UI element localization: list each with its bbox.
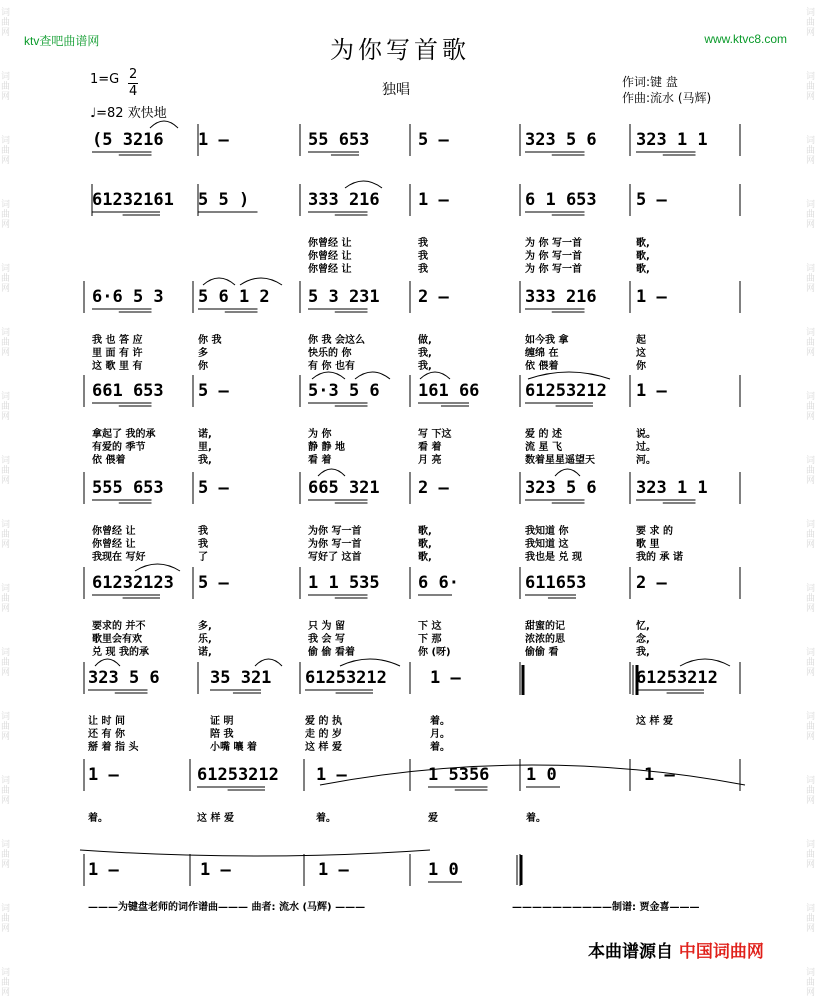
watermark-text: 词曲网: [1, 392, 11, 422]
measure-notes: 2 –: [636, 573, 667, 593]
measure-notes: 1 1 535: [308, 573, 380, 593]
slur: [355, 372, 390, 379]
lyric-text: 起: [636, 335, 646, 346]
measure-notes: 333 216: [308, 190, 380, 210]
lyric-text: 我: [418, 264, 428, 275]
lyric-text: 你曾经 让: [92, 539, 136, 550]
measure-notes: 323 5 6: [88, 668, 160, 688]
lyric-text: 乐,: [198, 634, 212, 645]
lyric-text: 要求的 并不: [92, 621, 146, 632]
lyric-text: 我: [198, 539, 208, 550]
lyric-text: 我,: [198, 455, 212, 466]
footer-credits: ———为键盘老师的词作谱曲——— 曲者: 流水 (马辉) ———: [88, 902, 366, 913]
measure-notes: 323 5 6: [525, 130, 597, 150]
lyric-text: 过。: [636, 442, 656, 453]
measure-notes: 611653: [525, 573, 587, 593]
lyric-text: 缠绵 在: [525, 348, 559, 359]
lyric-text: 你: [198, 361, 208, 372]
measure-notes: 5 6 1 2: [198, 287, 270, 307]
lyric-text: 写好了 这首: [308, 552, 362, 563]
time-signature-bottom: 4: [129, 84, 138, 99]
measure-notes: 665 321: [308, 478, 380, 498]
slur: [318, 469, 345, 476]
lyric-text: 爱 的 述: [525, 429, 562, 440]
lyric-text: 我 会 写: [308, 634, 345, 645]
lyric-text: 你曾经 让: [308, 251, 352, 262]
measure-notes: 1 –: [430, 668, 461, 688]
measure-notes: 323 1 1: [636, 130, 708, 150]
watermark-text: 词曲网: [806, 136, 816, 166]
lyric-text: 有 你 也有: [308, 361, 355, 372]
lyric-text: 诺,: [198, 429, 212, 440]
slur: [555, 469, 580, 476]
lyric-text: 为 你 写一首: [525, 251, 582, 262]
lyric-text: 数着星星遥望天: [525, 455, 595, 466]
lyric-text: 有爱的 季节: [92, 442, 146, 453]
site-url-right[interactable]: www.ktvc8.com: [704, 32, 787, 46]
watermark-text: 词曲网: [1, 136, 11, 166]
slur: [240, 278, 282, 285]
lyric-text: 我也是 兑 现: [525, 552, 582, 563]
source-note: [588, 937, 764, 962]
measure-notes: 1 0: [428, 860, 459, 880]
lyric-text: 说。: [636, 429, 656, 440]
lyric-text: 我: [418, 251, 428, 262]
measure-notes: 5 –: [198, 573, 229, 593]
lyric-text: 走 的 岁: [305, 729, 342, 740]
lyric-text: 小嘴 嚷 着: [210, 742, 257, 753]
lyric-text: 依 偎着: [525, 361, 559, 372]
lyric-text: 证 明: [210, 716, 234, 727]
measure-notes: 6 1 653: [525, 190, 597, 210]
measure-notes: 5 3 231: [308, 287, 380, 307]
lyric-text: 只 为 留: [308, 621, 345, 632]
watermark-text: 词曲网: [1, 648, 11, 678]
lyric-text: 我: [418, 238, 428, 249]
lyric-text: 快乐的 你: [308, 348, 352, 359]
tie: [320, 765, 745, 785]
slur: [340, 659, 400, 666]
lyric-text: 着。: [430, 742, 450, 753]
tie: [80, 850, 430, 856]
lyric-text: 让 时 间: [88, 716, 125, 727]
lyric-text: 河。: [636, 455, 656, 466]
lyric-text: 歌,: [636, 238, 650, 249]
lyric-text: 忆,: [636, 621, 650, 632]
lyric-text: 念,: [636, 634, 650, 645]
slur: [95, 659, 120, 666]
lyric-text: 你曾经 让: [308, 238, 352, 249]
watermark-text: 词曲网: [806, 840, 816, 870]
measure-notes: 161 66: [418, 381, 480, 401]
lyric-text: 里,: [198, 442, 212, 453]
watermark-text: 词曲网: [1, 904, 11, 934]
lyric-text: 歌 里: [636, 539, 660, 550]
watermark-text: 词曲网: [1, 840, 11, 870]
watermark-text: 词曲网: [806, 520, 816, 550]
lyric-text: 这 样 爱: [197, 813, 234, 824]
song-title: 为你写首歌: [330, 36, 470, 64]
watermark-text: 词曲网: [1, 776, 11, 806]
lyric-text: 浓浓的思: [525, 634, 565, 645]
lyric-text: 偷 偷 看着: [308, 647, 355, 658]
lyric-text: 着。: [88, 813, 108, 824]
watermark-text: 词曲网: [806, 456, 816, 486]
watermark-text: 词曲网: [806, 904, 816, 934]
measure-notes: 1 –: [88, 860, 119, 880]
measure-notes: 5 –: [198, 381, 229, 401]
measure-notes: 323 1 1: [636, 478, 708, 498]
measure-notes: 35 321: [210, 668, 272, 688]
measure-notes: 1 –: [636, 287, 667, 307]
lyric-text: 歌里会有欢: [92, 634, 142, 645]
lyric-text: 陪 我: [210, 729, 234, 740]
slur: [528, 372, 610, 379]
lyric-text: 歌,: [636, 251, 650, 262]
slur: [135, 564, 180, 571]
lyric-text: 写 下这: [418, 429, 452, 440]
measure-notes: 61253212: [525, 381, 607, 401]
lyric-text: 月。: [430, 729, 450, 740]
lyric-text: 做,: [418, 335, 432, 346]
slur: [255, 659, 282, 666]
lyricist-credit: 作词:键 盘: [622, 75, 678, 89]
lyric-text: 着。: [316, 813, 336, 824]
lyric-text: 了: [198, 552, 208, 563]
quarter-note-icon: ♩: [90, 106, 97, 121]
lyric-text: 歌,: [418, 526, 432, 537]
lyric-text: 我,: [418, 361, 432, 372]
lyric-text: 诺,: [198, 647, 212, 658]
measure-notes: 1 –: [200, 860, 231, 880]
measure-notes: 333 216: [525, 287, 597, 307]
lyric-text: 我,: [418, 348, 432, 359]
lyric-text: 你曾经 让: [92, 526, 136, 537]
measure-notes: 5 5 ): [198, 190, 250, 210]
lyric-text: 为你 写一首: [308, 539, 362, 550]
watermark-text: 词曲网: [806, 328, 816, 358]
lyric-text: 如今我 拿: [525, 335, 569, 346]
lyric-text: 你 (呀): [418, 647, 451, 658]
lyric-text: 爱: [428, 813, 438, 824]
lyric-text: 这: [636, 348, 646, 359]
tempo-text: =82 欢快地: [96, 106, 167, 121]
lyric-text: 着。: [526, 813, 546, 824]
lyric-text: 静 静 地: [308, 442, 345, 453]
lyric-text: 月 亮: [418, 455, 442, 466]
performance-type: 独唱: [382, 82, 410, 98]
measure-notes: 661 653: [92, 381, 164, 401]
lyric-text: 歌,: [418, 539, 432, 550]
watermark-text: 词曲网: [806, 72, 816, 102]
watermark-text: 词曲网: [1, 968, 11, 998]
source-site-link[interactable]: 中国词曲网: [678, 942, 764, 962]
lyric-text: 多,: [198, 621, 212, 632]
measure-notes: 1 –: [636, 381, 667, 401]
lyric-text: 这 歌 里 有: [92, 361, 143, 372]
lyric-text: 为 你 写一首: [525, 264, 582, 275]
measure-notes: 55 653: [308, 130, 370, 150]
lyric-text: 看 着: [308, 455, 332, 466]
measure-notes: 6·6 5 3: [92, 287, 164, 307]
watermark-text: 词曲网: [806, 264, 816, 294]
lyric-text: 拿起了 我的承: [92, 429, 156, 440]
watermark-text: 词曲网: [1, 72, 11, 102]
footer-transcriber: ——————————制谱: 贾金喜———: [512, 902, 700, 913]
watermark-text: 词曲网: [806, 8, 816, 38]
lyric-text: 我知道 这: [525, 539, 569, 550]
lyric-text: 流 星 飞: [525, 442, 562, 453]
watermark-text: 词曲网: [806, 776, 816, 806]
lyric-text: 我的 承 诺: [636, 552, 683, 563]
time-signature-top: 2: [129, 67, 138, 82]
lyric-text: 你曾经 让: [308, 264, 352, 275]
lyric-text: 下 那: [418, 634, 442, 645]
measure-notes: 61253212: [305, 668, 387, 688]
watermark-text: 词曲网: [1, 584, 11, 614]
lyric-text: 爱 的 执: [305, 716, 342, 727]
measure-notes: 61253212: [197, 765, 279, 785]
lyric-text: 依 偎着: [92, 455, 126, 466]
source-label: 本曲谱源自: [588, 942, 673, 962]
key-signature: 1=G: [90, 72, 120, 87]
lyric-text: 下 这: [418, 621, 442, 632]
measure-notes: 2 –: [418, 478, 449, 498]
lyric-text: 为 你 写一首: [525, 238, 582, 249]
slur: [150, 121, 178, 128]
lyric-text: 还 有 你: [88, 729, 125, 740]
lyric-text: 我知道 你: [525, 526, 569, 537]
lyric-text: 这 样 爱: [636, 716, 673, 727]
measure-notes: 1 –: [198, 130, 229, 150]
watermark-text: 词曲网: [806, 392, 816, 422]
measure-notes: 1 –: [88, 765, 119, 785]
measure-notes: 5 –: [198, 478, 229, 498]
lyric-text: 这 样 爱: [305, 742, 342, 753]
watermark-text: 词曲网: [1, 200, 11, 230]
watermark-text: 词曲网: [1, 328, 11, 358]
measure-notes: 1 –: [318, 860, 349, 880]
measure-notes: 61232161: [92, 190, 174, 210]
lyric-text: 里 面 有 许: [92, 348, 143, 359]
measure-notes: 323 5 6: [525, 478, 597, 498]
measure-notes: 5 –: [418, 130, 449, 150]
slur: [420, 372, 450, 379]
measure-notes: 5·3 5 6: [308, 381, 380, 401]
measure-notes: 5 –: [636, 190, 667, 210]
measure-notes: 555 653: [92, 478, 164, 498]
measure-notes: 61253212: [636, 668, 718, 688]
watermark-text: 词曲网: [1, 712, 11, 742]
watermark-text: 词曲网: [806, 584, 816, 614]
slur: [345, 181, 382, 188]
lyric-text: 歌,: [636, 264, 650, 275]
measure-notes: 1 –: [316, 765, 347, 785]
lyric-text: 为你 写一首: [308, 526, 362, 537]
composer-credit: 作曲:流水 (马辉): [622, 91, 712, 105]
lyric-text: 偷偷 看: [525, 647, 559, 658]
slur: [680, 659, 730, 666]
slur: [203, 278, 235, 285]
lyric-text: 甜蜜的记: [525, 621, 565, 632]
lyric-text: 你 我: [198, 335, 222, 346]
watermark-text: 词曲网: [1, 264, 11, 294]
site-name-left[interactable]: ktv查吧曲谱网: [24, 34, 100, 48]
lyric-text: 我: [198, 526, 208, 537]
measure-notes: 1 5356: [428, 765, 490, 785]
lyric-text: 多: [198, 348, 208, 359]
watermark-text: 词曲网: [806, 648, 816, 678]
lyric-text: 看 着: [418, 442, 442, 453]
measure-notes: 1 –: [644, 765, 675, 785]
lyric-text: 着。: [430, 716, 450, 727]
measure-notes: (5 3216: [92, 130, 164, 150]
watermark-text: 词曲网: [1, 456, 11, 486]
watermark-text: 词曲网: [1, 520, 11, 550]
lyric-text: 歌,: [418, 552, 432, 563]
measure-notes: 61232123: [92, 573, 174, 593]
measure-notes: 6 6·: [418, 573, 459, 593]
watermark-text: 词曲网: [806, 968, 816, 998]
lyric-text: 掰 着 指 头: [88, 742, 139, 753]
watermark-text: 词曲网: [806, 712, 816, 742]
lyric-text: 我现在 写好: [92, 552, 146, 563]
measure-notes: 1 0: [526, 765, 557, 785]
measure-notes: 2 –: [418, 287, 449, 307]
lyric-text: 我,: [636, 647, 650, 658]
measure-notes: 1 –: [418, 190, 449, 210]
lyric-text: 你: [636, 361, 646, 372]
lyric-text: 我 也 答 应: [92, 335, 143, 346]
watermark-text: 词曲网: [1, 8, 11, 38]
lyric-text: 你 我 会这么: [308, 335, 365, 346]
lyric-text: 兑 现 我的承: [92, 647, 149, 658]
watermark-text: 词曲网: [806, 200, 816, 230]
lyric-text: 要 求 的: [636, 526, 673, 537]
lyric-text: 为 你: [308, 429, 332, 440]
slur: [312, 372, 345, 379]
